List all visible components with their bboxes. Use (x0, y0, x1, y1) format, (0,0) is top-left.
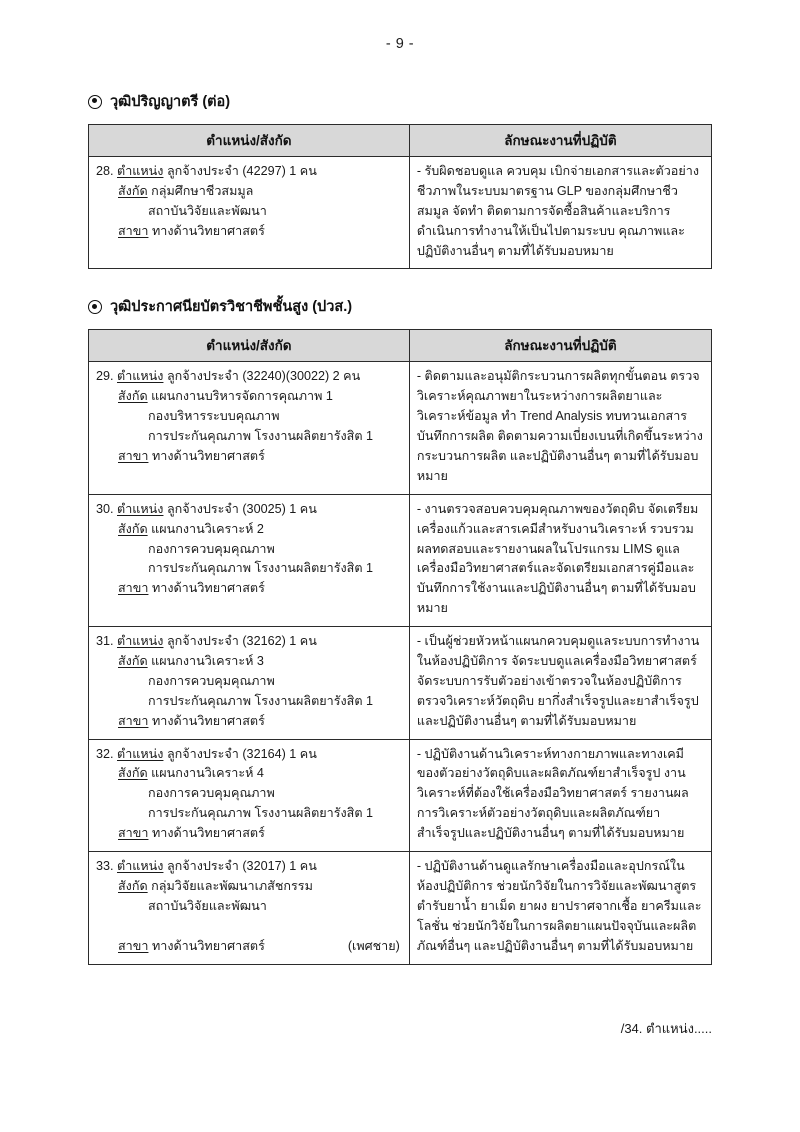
affiliation-sub-line: กองการควบคุมคุณภาพ (148, 541, 275, 556)
table-row (89, 739, 712, 851)
cell-position-info (89, 362, 410, 494)
affiliation-value: กลุ่มศึกษาชีวสมมูล (151, 183, 254, 198)
column-header-duties: ลักษณะงานที่ปฏิบัติ (409, 125, 711, 157)
cell-duties (409, 627, 711, 739)
affiliation-label: สังกัด (118, 389, 148, 404)
branch-line (96, 222, 402, 242)
branch-value: ทางด้านวิทยาศาสตร์ (151, 223, 265, 238)
position-label: ตำแหน่ง (117, 859, 164, 874)
position-value: ลูกจ้างประจำ (32240)(30022) 2 คน (166, 369, 361, 384)
job-table-bachelor (88, 124, 712, 269)
position-line (96, 367, 402, 387)
affiliation-value: กลุ่มวิจัยและพัฒนาเภสัชกรรม (151, 878, 313, 893)
affiliation-value: แผนกงานวิเคราะห์ 4 (151, 766, 264, 781)
affiliation-sub-line: การประกันคุณภาพ โรงงานผลิตยารังสิต 1 (148, 806, 374, 821)
column-header-position: ตำแหน่ง/สังกัด (89, 125, 410, 157)
position-value: ลูกจ้างประจำ (32162) 1 คน (166, 634, 317, 649)
affiliation-sub-line: สถาบันวิจัยและพัฒนา (148, 203, 267, 218)
duties-text: - เป็นผู้ช่วยหัวหน้าแผนกควบคุมดูแลระบบการทำงานในห้องปฏิบัติการ จัดระบบดูแลเครื่องมือวิทยาศาสตร์ จัดระบบการรับตัวอย่างเข้าตรวจในห้องปฏิบัติการ ตรวจวิเคราะห์วัตถุดิบ ยากึ่งสำเร็จรูปและยาสำเร็จรูปและปฏิบัติงานอื่นๆ ตามที่ได้รับมอบหมาย (416, 634, 700, 728)
position-value: ลูกจ้างประจำ (32017) 1 คน (166, 859, 317, 874)
position-label: ตำแหน่ง (117, 501, 164, 516)
affiliation-line (96, 182, 402, 202)
table-row (89, 157, 712, 269)
affiliation-value: แผนกงานวิเคราะห์ 3 (151, 654, 264, 669)
cell-position-info (89, 627, 410, 739)
branch-value: ทางด้านวิทยาศาสตร์ (151, 449, 265, 464)
item-number: 28. (96, 164, 114, 178)
cell-position-info (89, 494, 410, 626)
branch-label: สาขา (118, 826, 149, 841)
position-line (96, 632, 402, 652)
cell-duties (409, 494, 711, 626)
affiliation-sub-line: กองการควบคุมคุณภาพ (148, 786, 275, 801)
affiliation-sub-line: การประกันคุณภาพ โรงงานผลิตยารังสิต 1 (148, 693, 374, 708)
section-heading-bachelor (88, 90, 712, 113)
affiliation-label: สังกัด (118, 878, 148, 893)
branch-text-group (118, 937, 265, 957)
position-label: ตำแหน่ง (117, 164, 164, 178)
radio-filled-icon (88, 95, 102, 109)
branch-value: ทางด้านวิทยาศาสตร์ (151, 826, 265, 841)
column-header-duties: ลักษณะงานที่ปฏิบัติ (409, 330, 711, 362)
duties-text: - งานตรวจสอบควบคุมคุณภาพของวัตถุดิบ จัดเตรียมเครื่องแก้วและสารเคมีสำหรับงานวิเคราะห์ รวบรวมผลทดสอบและรายงานผลในโปรแกรม LIMS ดูแลเครื่องมือวิทยาศาสตร์และจัดเตรียมเอกสารคู่มือและบันทึกการใช้งานและปฏิบัติงานอื่นๆ ตามที่ได้รับมอบหมาย (416, 501, 699, 616)
position-label: ตำแหน่ง (117, 369, 164, 384)
gender-note: (เพศชาย) (347, 938, 400, 953)
branch-value: ทางด้านวิทยาศาสตร์ (151, 581, 265, 596)
branch-line (96, 937, 402, 957)
affiliation-value: แผนกงานวิเคราะห์ 2 (151, 521, 264, 536)
position-line (96, 500, 402, 520)
table-row (89, 362, 712, 494)
job-table-vocational (88, 329, 712, 964)
affiliation-sub-line: กองบริหารระบบคุณภาพ (148, 409, 280, 424)
table-header-row (89, 330, 712, 362)
cell-duties (409, 362, 711, 494)
affiliation-label: สังกัด (118, 183, 148, 198)
affiliation-sub-line: การประกันคุณภาพ โรงงานผลิตยารังสิต 1 (148, 429, 374, 444)
table-header-row (89, 125, 712, 157)
branch-label: สาขา (118, 581, 149, 596)
branch-line (96, 579, 402, 599)
position-label: ตำแหน่ง (117, 746, 164, 761)
affiliation-line (96, 877, 402, 897)
branch-label: สาขา (118, 938, 149, 953)
duties-text: - ปฏิบัติงานด้านวิเคราะห์ทางกายภาพและทางเคมีของตัวอย่างวัตถุดิบและผลิตภัณฑ์ยาสำเร็จรูป งานวิเคราะห์ที่ต้องใช้เครื่องมือวิทยาศาสตร์ รายงานผลการวิเคราะห์ตัวอย่างวัตถุดิบและผลิตภัณฑ์ยาสำเร็จรูปและปฏิบัติงานอื่นๆ ตามที่ได้รับมอบหมาย (416, 746, 689, 841)
position-value: ลูกจ้างประจำ (32164) 1 คน (166, 746, 317, 761)
table-row (89, 494, 712, 626)
position-value: ลูกจ้างประจำ (42297) 1 คน (166, 164, 317, 178)
affiliation-label: สังกัด (118, 654, 148, 669)
affiliation-line (96, 764, 402, 784)
footer-continuation-note: /34. ตำแหน่ง..... (620, 1021, 712, 1036)
position-line (96, 745, 402, 765)
branch-label: สาขา (118, 713, 149, 728)
blank-line (96, 917, 402, 937)
page-content (0, 90, 800, 965)
position-value: ลูกจ้างประจำ (30025) 1 คน (166, 501, 317, 516)
affiliation-value: แผนกงานบริหารจัดการคุณภาพ 1 (151, 389, 333, 404)
affiliation-sub-line: การประกันคุณภาพ โรงงานผลิตยารังสิต 1 (148, 561, 374, 576)
branch-label: สาขา (118, 223, 149, 238)
item-number: 33. (96, 859, 114, 874)
affiliation-label: สังกัด (118, 766, 148, 781)
column-header-position: ตำแหน่ง/สังกัด (89, 330, 410, 362)
item-number: 30. (96, 501, 114, 516)
affiliation-sub-line: กองการควบคุมคุณภาพ (148, 673, 275, 688)
affiliation-label: สังกัด (118, 521, 148, 536)
cell-position-info (89, 739, 410, 851)
section-heading-label: วุฒิปริญญาตรี (ต่อ) (110, 94, 231, 110)
item-number: 29. (96, 369, 114, 384)
branch-line (96, 447, 402, 467)
cell-duties (409, 157, 711, 269)
page-number: - 9 - (385, 36, 415, 52)
cell-duties (409, 852, 711, 965)
affiliation-sub-line: สถาบันวิจัยและพัฒนา (148, 898, 267, 913)
cell-duties (409, 739, 711, 851)
position-label: ตำแหน่ง (117, 634, 164, 649)
section-heading-label: วุฒิประกาศนียบัตรวิชาชีพชั้นสูง (ปวส.) (110, 299, 353, 316)
cell-position-info (89, 852, 410, 965)
affiliation-line (96, 387, 402, 407)
radio-filled-icon (88, 300, 102, 314)
branch-value: ทางด้านวิทยาศาสตร์ (151, 713, 265, 728)
position-line (96, 857, 402, 877)
table-row (89, 852, 712, 965)
item-number: 31. (96, 634, 114, 649)
cell-position-info (89, 157, 410, 269)
duties-text: - ปฏิบัติงานด้านดูแลรักษาเครื่องมือและอุปกรณ์ในห้องปฏิบัติการ ช่วยนักวิจัยในการวิจัยและพัฒนาสูตรตำรับยาน้ำ ยาเม็ด ยาผง ยาปราศจากเชื้อ ยาครีมและโลชั่น ช่วยนักวิจัยในการผลิตยาแผนปัจจุบันและผลิตภัณฑ์อื่นๆ และปฏิบัติงานอื่นๆ ตามที่ได้รับมอบหมาย (416, 859, 702, 953)
affiliation-line (96, 520, 402, 540)
duties-text: - รับผิดชอบดูแล ควบคุม เบิกจ่ายเอกสารและตัวอย่างชีวภาพในระบบมาตรฐาน GLP ของกลุ่มศึกษาชีวสมมูล จัดทำ ติดตามการจัดซื้อสินค้าและบริการ ดำเนินการทำงานให้เป็นไปตามระบบ คุณภาพและปฏิบัติงานอื่นๆ ตามที่ได้รับมอบหมาย (416, 164, 699, 258)
branch-label: สาขา (118, 449, 149, 464)
branch-line (96, 824, 402, 844)
position-line (96, 162, 402, 182)
affiliation-line (96, 652, 402, 672)
table-row (89, 627, 712, 739)
section-heading-vocational (88, 295, 712, 318)
branch-line (96, 712, 402, 732)
duties-text: - ติดตามและอนุมัติกระบวนการผลิตทุกขั้นตอน ตรวจวิเคราะห์คุณภาพยาในระหว่างการผลิตยาและวิเคราะห์ข้อมูล ทำ Trend Analysis ทบทวนเอกสารบันทึกการผลิต ติดตามความเบี่ยงเบนที่เกิดขึ้นระหว่างกระบวนการผลิต และปฏิบัติงานอื่นๆ ตามที่ได้รับมอบหมาย (416, 369, 703, 483)
branch-value: ทางด้านวิทยาศาสตร์ (151, 938, 265, 953)
item-number: 32. (96, 746, 114, 761)
